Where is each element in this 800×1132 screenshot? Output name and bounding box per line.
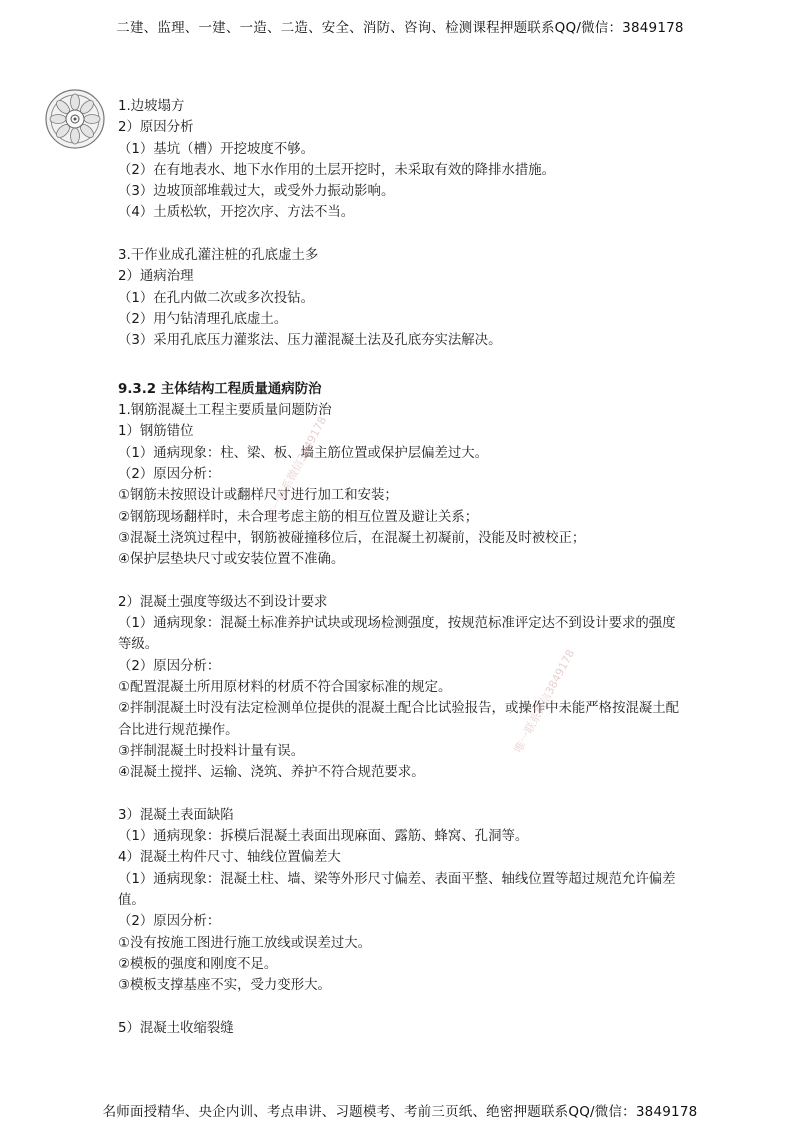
seal-flower-icon [44, 88, 106, 150]
subheading-surface-defects: 3）混凝土表面缺陷 [118, 807, 234, 823]
list-item: （2）原因分析： [118, 467, 221, 483]
list-item: （1）在孔内做二次或多次投钻。 [118, 290, 314, 306]
list-item: ①钢筋未按照设计或翻样尺寸进行加工和安装； [118, 488, 398, 504]
subheading-rebar-misplacement: 1）钢筋错位 [118, 424, 194, 440]
heading-rc-works: 1.钢筋混凝土工程主要质量问题防治 [118, 403, 332, 419]
document-body [118, 96, 688, 1039]
list-item: （1）通病现象：柱、梁、板、墙主筋位置或保护层偏差过大。 [118, 445, 489, 461]
list-item: ②拌制混凝土时没有法定检测单位提供的混凝土配合比试验报告，或操作中未能严格按混凝土配合比进行规范操作。 [118, 701, 680, 738]
heading-bored-pile: 3.干作业成孔灌注桩的孔底虚土多 [118, 248, 319, 264]
list-item: （3）采用孔底压力灌浆法、压力灌混凝土法及孔底夯实法解决。 [118, 333, 502, 349]
list-item: ④混凝土搅拌、运输、浇筑、养护不符合规范要求。 [118, 765, 425, 781]
block-shrinkage-cracks [118, 1018, 688, 1039]
watermark: 唯一联系微信3849178 [263, 414, 330, 523]
page-header: 二建、监理、一建、一造、二造、安全、消防、咨询、检测课程押题联系QQ/微信：3849178 [116, 20, 684, 36]
list-item: ①没有按施工图进行施工放线或误差过大。 [118, 935, 372, 951]
heading-slope-collapse: 1.边坡塌方 [118, 99, 185, 114]
section-title: 9.3.2 主体结构工程质量通病防治 [118, 381, 322, 397]
block-slope-collapse [118, 96, 688, 224]
block-main-structure [118, 379, 688, 571]
block-surface-defects [118, 805, 688, 997]
list-item: （1）通病现象：混凝土标准养护试块或现场检测强度，按规范标准评定达不到设计要求的强度等级。 [118, 616, 676, 653]
list-item: ③拌制混凝土时投料计量有误。 [118, 743, 305, 759]
list-item: （1）通病现象：拆模后混凝土表面出现麻面、露筋、蜂窝、孔洞等。 [118, 829, 529, 845]
list-item: ④保护层垫块尺寸或安装位置不准确。 [118, 552, 345, 568]
list-item: ③混凝土浇筑过程中，钢筋被碰撞移位后，在混凝土初凝前，没能及时被校正； [118, 530, 586, 546]
subheading-dimension-deviation: 4）混凝土构件尺寸、轴线位置偏差大 [118, 850, 341, 866]
subheading-cause-analysis: 2）原因分析 [118, 120, 194, 136]
list-item: （1）通病现象：混凝土柱、墙、梁等外形尺寸偏差、表面平整、轴线位置等超过规范允许偏差值。 [118, 871, 676, 908]
list-item: ③模板支撑基座不实，受力变形大。 [118, 978, 331, 994]
block-concrete-strength [118, 592, 688, 784]
list-item: （2）原因分析： [118, 914, 221, 930]
watermark: 唯一联系微信3849178 [511, 647, 578, 756]
list-item: （2）在有地表水、地下水作用的土层开挖时，未采取有效的降排水措施。 [118, 162, 556, 178]
list-item: （2）用勺钻清理孔底虚土。 [118, 311, 288, 327]
page-footer: 名师面授精华、央企内训、考点串讲、习题模考、考前三页纸、绝密押题联系QQ/微信：3849178 [102, 1104, 698, 1120]
list-item: （1）基坑（槽）开挖坡度不够。 [118, 141, 314, 157]
subheading-shrinkage-cracks: 5）混凝土收缩裂缝 [118, 1020, 234, 1036]
subheading-concrete-strength: 2）混凝土强度等级达不到设计要求 [118, 594, 328, 610]
list-item: （2）原因分析： [118, 658, 221, 674]
block-bored-pile [118, 245, 688, 351]
list-item: （3）边坡顶部堆载过大，或受外力振动影响。 [118, 184, 395, 200]
list-item: ①配置混凝土所用原材料的材质不符合国家标准的规定。 [118, 680, 452, 696]
list-item: （4）土质松软，开挖次序、方法不当。 [118, 205, 355, 221]
subheading-treatment: 2）通病治理 [118, 269, 194, 285]
list-item: ②钢筋现场翻样时，未合理考虑主筋的相互位置及避让关系； [118, 509, 479, 525]
list-item: ②模板的强度和刚度不足。 [118, 956, 278, 972]
